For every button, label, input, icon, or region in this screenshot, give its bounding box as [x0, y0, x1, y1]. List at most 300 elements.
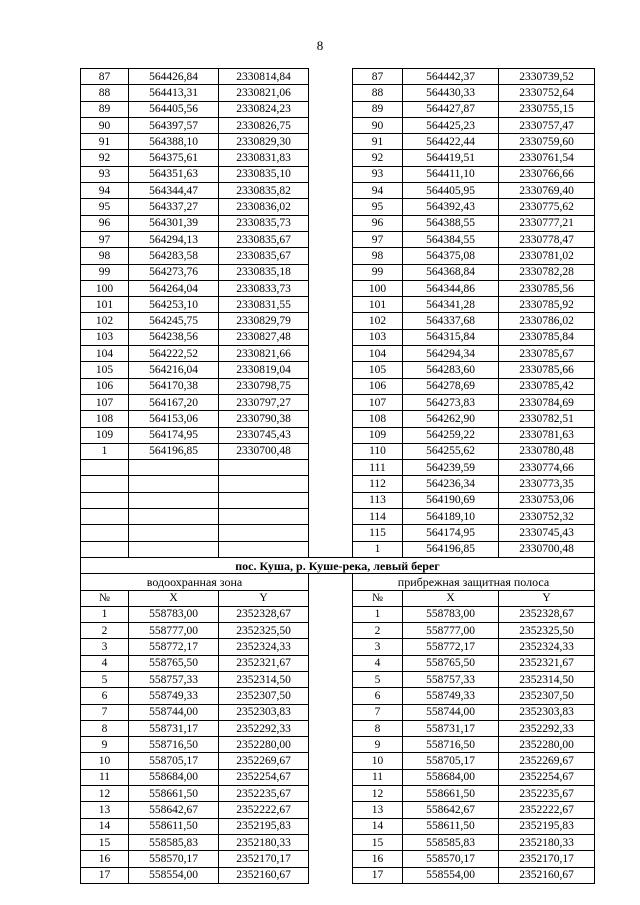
cell-left-y: 2352292,33 — [219, 720, 309, 736]
cell-left-number: 7 — [81, 704, 129, 720]
cell-left-x: 564375,61 — [129, 150, 219, 166]
cell-left-x: 564294,13 — [129, 231, 219, 247]
table-row — [81, 720, 595, 736]
cell-right-number: 105 — [353, 362, 403, 378]
table-row — [81, 69, 595, 85]
cell-right-y: 2352222,67 — [499, 802, 595, 818]
cell-left-x: 558570,17 — [129, 851, 219, 867]
header-x-left: X — [129, 590, 219, 606]
cell-right-x: 564368,84 — [403, 264, 499, 280]
column-gap — [309, 346, 353, 362]
cell-left-y: 2352269,67 — [219, 753, 309, 769]
cell-left-y: 2330829,30 — [219, 134, 309, 150]
cell-right-x: 564283,60 — [403, 362, 499, 378]
cell-left-y: 2352328,67 — [219, 606, 309, 622]
cell-right-y: 2330781,63 — [499, 427, 595, 443]
cell-left-x: 564174,95 — [129, 427, 219, 443]
table-row — [81, 639, 595, 655]
cell-right-y: 2352195,83 — [499, 818, 595, 834]
cell-right-number: 10 — [353, 753, 403, 769]
cell-right-x: 558661,50 — [403, 786, 499, 802]
cell-right-number: 108 — [353, 411, 403, 427]
column-gap — [309, 215, 353, 231]
cell-right-number: 15 — [353, 834, 403, 850]
cell-right-number: 114 — [353, 509, 403, 525]
table-row — [81, 688, 595, 704]
cell-left-number: 17 — [81, 867, 129, 883]
table-row — [81, 427, 595, 443]
water-protection-zone-label: водоохранная зона — [81, 574, 309, 590]
cell-right-y: 2330785,56 — [499, 280, 595, 296]
cell-left-number: 9 — [81, 737, 129, 753]
cell-left-x: 558744,00 — [129, 704, 219, 720]
cell-right-y: 2330780,48 — [499, 443, 595, 459]
page-number: 8 — [316, 38, 324, 53]
cell-right-x: 558749,33 — [403, 688, 499, 704]
cell-left-y: 2352195,83 — [219, 818, 309, 834]
cell-right-x: 558744,00 — [403, 704, 499, 720]
cell-left-y: 2330827,48 — [219, 329, 309, 345]
cell-left-number: 98 — [81, 248, 129, 264]
cell-left-number: 2 — [81, 623, 129, 639]
table-row — [81, 280, 595, 296]
cell-left-number — [81, 525, 129, 541]
cell-right-y: 2330785,84 — [499, 329, 595, 345]
cell-left-number: 13 — [81, 802, 129, 818]
cell-left-x — [129, 541, 219, 557]
table-row — [81, 541, 595, 557]
cell-left-number: 90 — [81, 117, 129, 133]
cell-left-number: 10 — [81, 753, 129, 769]
cell-left-y: 2330700,48 — [219, 443, 309, 459]
cell-left-x: 564222,52 — [129, 346, 219, 362]
cell-left-x: 564413,31 — [129, 85, 219, 101]
cell-left-x: 564245,75 — [129, 313, 219, 329]
column-gap — [309, 704, 353, 720]
cell-left-y: 2330821,06 — [219, 85, 309, 101]
cell-right-x: 564388,55 — [403, 215, 499, 231]
cell-left-number: 3 — [81, 639, 129, 655]
cell-left-x: 564405,56 — [129, 101, 219, 117]
cell-left-x — [129, 476, 219, 492]
cell-right-number: 95 — [353, 199, 403, 215]
cell-left-number: 101 — [81, 297, 129, 313]
cell-left-number: 95 — [81, 199, 129, 215]
cell-right-x: 558783,00 — [403, 606, 499, 622]
lower-block — [81, 606, 595, 883]
cell-right-y: 2330752,64 — [499, 85, 595, 101]
cell-left-y: 2352307,50 — [219, 688, 309, 704]
cell-right-x: 558705,17 — [403, 753, 499, 769]
cell-right-number: 3 — [353, 639, 403, 655]
cell-left-number: 87 — [81, 69, 129, 85]
table-row — [81, 297, 595, 313]
cell-left-x: 564337,27 — [129, 199, 219, 215]
section-header — [81, 557, 595, 606]
cell-left-y: 2352254,67 — [219, 769, 309, 785]
table-row — [81, 753, 595, 769]
cell-left-number: 107 — [81, 394, 129, 410]
cell-left-x: 564283,58 — [129, 248, 219, 264]
cell-left-number — [81, 492, 129, 508]
cell-right-number: 4 — [353, 655, 403, 671]
cell-right-y: 2352180,33 — [499, 834, 595, 850]
cell-right-x: 564273,83 — [403, 394, 499, 410]
cell-right-y: 2330757,47 — [499, 117, 595, 133]
cell-right-y: 2330781,02 — [499, 248, 595, 264]
cell-right-x: 558570,17 — [403, 851, 499, 867]
column-gap — [309, 248, 353, 264]
header-x-right: X — [403, 590, 499, 606]
cell-right-y: 2330739,52 — [499, 69, 595, 85]
header-number-left: № — [81, 590, 129, 606]
cell-left-y: 2330831,83 — [219, 150, 309, 166]
column-gap — [309, 818, 353, 834]
cell-left-number: 16 — [81, 851, 129, 867]
cell-right-y: 2352160,67 — [499, 867, 595, 883]
cell-right-y: 2352235,67 — [499, 786, 595, 802]
cell-left-y: 2330835,10 — [219, 166, 309, 182]
cell-right-number: 115 — [353, 525, 403, 541]
cell-right-x: 564294,34 — [403, 346, 499, 362]
table-row — [81, 264, 595, 280]
cell-right-y: 2330753,06 — [499, 492, 595, 508]
cell-right-y: 2330778,47 — [499, 231, 595, 247]
cell-right-number: 106 — [353, 378, 403, 394]
cell-right-x: 564427,87 — [403, 101, 499, 117]
table-row — [81, 671, 595, 687]
cell-right-x: 558684,00 — [403, 769, 499, 785]
table-row — [81, 85, 595, 101]
column-gap — [309, 786, 353, 802]
cell-right-number: 14 — [353, 818, 403, 834]
column-gap — [309, 688, 353, 704]
column-gap — [309, 541, 353, 557]
cell-left-number: 8 — [81, 720, 129, 736]
cell-right-x: 564405,95 — [403, 183, 499, 199]
cell-left-y: 2352325,50 — [219, 623, 309, 639]
cell-right-x: 564189,10 — [403, 509, 499, 525]
cell-left-x: 564301,39 — [129, 215, 219, 231]
cell-right-x: 564255,62 — [403, 443, 499, 459]
cell-left-y: 2352235,67 — [219, 786, 309, 802]
cell-left-number: 109 — [81, 427, 129, 443]
table-row — [81, 215, 595, 231]
column-gap — [309, 509, 353, 525]
cell-right-number: 112 — [353, 476, 403, 492]
cell-right-y: 2330700,48 — [499, 541, 595, 557]
cell-left-x — [129, 509, 219, 525]
column-gap — [309, 737, 353, 753]
column-gap — [309, 427, 353, 443]
column-gap — [309, 362, 353, 378]
column-gap — [309, 280, 353, 296]
cell-left-number: 88 — [81, 85, 129, 101]
upper-block — [81, 69, 595, 558]
column-gap — [309, 606, 353, 622]
cell-left-number — [81, 460, 129, 476]
cell-left-x: 558757,33 — [129, 671, 219, 687]
cell-right-number: 2 — [353, 623, 403, 639]
table-row — [81, 394, 595, 410]
cell-left-x: 558611,50 — [129, 818, 219, 834]
cell-left-x: 558716,50 — [129, 737, 219, 753]
cell-left-number — [81, 509, 129, 525]
cell-left-y: 2352180,33 — [219, 834, 309, 850]
cell-right-y: 2352254,67 — [499, 769, 595, 785]
column-gap — [309, 443, 353, 459]
table-row — [81, 166, 595, 182]
cell-right-y: 2352307,50 — [499, 688, 595, 704]
cell-right-number: 17 — [353, 867, 403, 883]
cell-right-y: 2352303,83 — [499, 704, 595, 720]
cell-left-number: 14 — [81, 818, 129, 834]
cell-right-y: 2330759,60 — [499, 134, 595, 150]
cell-right-number: 98 — [353, 248, 403, 264]
cell-right-number: 96 — [353, 215, 403, 231]
column-gap — [309, 574, 353, 590]
column-gap — [309, 199, 353, 215]
cell-left-x: 564238,56 — [129, 329, 219, 345]
cell-left-x: 564273,76 — [129, 264, 219, 280]
table-row — [81, 476, 595, 492]
cell-right-x: 564190,69 — [403, 492, 499, 508]
cell-right-x: 558757,33 — [403, 671, 499, 687]
cell-left-number: 6 — [81, 688, 129, 704]
cell-left-y: 2352222,67 — [219, 802, 309, 818]
cell-right-number: 13 — [353, 802, 403, 818]
cell-left-y — [219, 525, 309, 541]
cell-right-number: 104 — [353, 346, 403, 362]
cell-right-y: 2330774,66 — [499, 460, 595, 476]
column-gap — [309, 867, 353, 883]
cell-right-y: 2330745,43 — [499, 525, 595, 541]
cell-right-x: 564430,33 — [403, 85, 499, 101]
cell-right-number: 110 — [353, 443, 403, 459]
cell-left-x: 564253,10 — [129, 297, 219, 313]
table-row — [81, 786, 595, 802]
table-row — [81, 346, 595, 362]
cell-right-x: 564174,95 — [403, 525, 499, 541]
cell-right-number: 93 — [353, 166, 403, 182]
cell-right-number: 97 — [353, 231, 403, 247]
column-gap — [309, 720, 353, 736]
table-row — [81, 769, 595, 785]
cell-right-y: 2352292,33 — [499, 720, 595, 736]
cell-left-y: 2352303,83 — [219, 704, 309, 720]
cell-right-number: 99 — [353, 264, 403, 280]
cell-left-y: 2330821,66 — [219, 346, 309, 362]
cell-right-x: 558611,50 — [403, 818, 499, 834]
cell-right-number: 6 — [353, 688, 403, 704]
cell-right-number: 90 — [353, 117, 403, 133]
cell-left-number: 89 — [81, 101, 129, 117]
cell-right-number: 89 — [353, 101, 403, 117]
cell-left-x — [129, 525, 219, 541]
cell-left-y: 2330814,84 — [219, 69, 309, 85]
cell-left-x: 564196,85 — [129, 443, 219, 459]
cell-right-x: 558554,00 — [403, 867, 499, 883]
cell-left-x: 564344,47 — [129, 183, 219, 199]
cell-right-number: 111 — [353, 460, 403, 476]
cell-left-y: 2352321,67 — [219, 655, 309, 671]
column-gap — [309, 769, 353, 785]
column-gap — [309, 671, 353, 687]
table-row — [81, 460, 595, 476]
cell-right-y: 2330785,42 — [499, 378, 595, 394]
cell-left-y — [219, 460, 309, 476]
cell-right-x: 558777,00 — [403, 623, 499, 639]
column-gap — [309, 411, 353, 427]
cell-left-number: 102 — [81, 313, 129, 329]
cell-left-x: 564216,04 — [129, 362, 219, 378]
cell-right-x: 564375,08 — [403, 248, 499, 264]
table-row — [81, 851, 595, 867]
cell-right-x: 558731,17 — [403, 720, 499, 736]
cell-left-number: 5 — [81, 671, 129, 687]
cell-left-x: 564167,20 — [129, 394, 219, 410]
cell-right-number: 1 — [353, 606, 403, 622]
cell-right-x: 558585,83 — [403, 834, 499, 850]
cell-right-number: 1 — [353, 541, 403, 557]
cell-right-x: 564344,86 — [403, 280, 499, 296]
cell-left-x: 564351,63 — [129, 166, 219, 182]
cell-left-y: 2330835,82 — [219, 183, 309, 199]
cell-left-number: 108 — [81, 411, 129, 427]
column-gap — [309, 329, 353, 345]
column-gap — [309, 394, 353, 410]
cell-left-x: 564388,10 — [129, 134, 219, 150]
table-row — [81, 378, 595, 394]
column-gap — [309, 85, 353, 101]
column-gap — [309, 166, 353, 182]
cell-left-x: 564170,38 — [129, 378, 219, 394]
cell-right-number: 100 — [353, 280, 403, 296]
cell-right-y: 2330769,40 — [499, 183, 595, 199]
table-row — [81, 606, 595, 622]
cell-right-y: 2352324,33 — [499, 639, 595, 655]
cell-right-number: 11 — [353, 769, 403, 785]
cell-left-x: 564397,57 — [129, 117, 219, 133]
cell-left-y: 2330798,75 — [219, 378, 309, 394]
cell-right-y: 2330782,51 — [499, 411, 595, 427]
cell-right-x: 564239,59 — [403, 460, 499, 476]
cell-right-y: 2330785,66 — [499, 362, 595, 378]
cell-right-x: 564259,22 — [403, 427, 499, 443]
column-gap — [309, 313, 353, 329]
cell-right-number: 9 — [353, 737, 403, 753]
cell-right-y: 2352321,67 — [499, 655, 595, 671]
cell-left-y: 2330790,38 — [219, 411, 309, 427]
cell-left-x: 558731,17 — [129, 720, 219, 736]
column-gap — [309, 476, 353, 492]
cell-left-y: 2330836,02 — [219, 199, 309, 215]
cell-left-number: 93 — [81, 166, 129, 182]
cell-right-number: 7 — [353, 704, 403, 720]
cell-right-y: 2330786,02 — [499, 313, 595, 329]
cell-right-y: 2330777,21 — [499, 215, 595, 231]
cell-left-y: 2330835,18 — [219, 264, 309, 280]
cell-right-y: 2330785,92 — [499, 297, 595, 313]
table-row — [81, 737, 595, 753]
table-row — [81, 867, 595, 883]
cell-left-x: 558684,00 — [129, 769, 219, 785]
cell-left-y: 2330833,73 — [219, 280, 309, 296]
cell-right-number: 113 — [353, 492, 403, 508]
cell-left-y: 2330819,04 — [219, 362, 309, 378]
cell-right-number: 103 — [353, 329, 403, 345]
column-gap — [309, 150, 353, 166]
cell-right-x: 564262,90 — [403, 411, 499, 427]
column-gap — [309, 655, 353, 671]
cell-right-number: 88 — [353, 85, 403, 101]
cell-left-x: 558585,83 — [129, 834, 219, 850]
cell-left-number: 96 — [81, 215, 129, 231]
cell-right-x: 564337,68 — [403, 313, 499, 329]
cell-right-y: 2352314,50 — [499, 671, 595, 687]
coastal-protective-strip-label: прибрежная защитная полоса — [353, 574, 595, 590]
column-gap — [309, 117, 353, 133]
cell-left-x: 558777,00 — [129, 623, 219, 639]
table-row — [81, 834, 595, 850]
table-row — [81, 248, 595, 264]
table-row — [81, 134, 595, 150]
cell-right-x: 564422,44 — [403, 134, 499, 150]
table-row — [81, 150, 595, 166]
cell-right-x: 558765,50 — [403, 655, 499, 671]
cell-left-number: 99 — [81, 264, 129, 280]
cell-left-x: 558554,00 — [129, 867, 219, 883]
cell-right-number: 5 — [353, 671, 403, 687]
column-gap — [309, 231, 353, 247]
column-gap — [309, 297, 353, 313]
cell-left-number: 12 — [81, 786, 129, 802]
cell-right-number: 87 — [353, 69, 403, 85]
table-row — [81, 525, 595, 541]
cell-right-y: 2330766,66 — [499, 166, 595, 182]
cell-left-number: 92 — [81, 150, 129, 166]
column-gap — [309, 134, 353, 150]
cell-right-y: 2352170,17 — [499, 851, 595, 867]
cell-right-x: 564442,37 — [403, 69, 499, 85]
cell-right-number: 92 — [353, 150, 403, 166]
table-row — [81, 704, 595, 720]
column-gap — [309, 69, 353, 85]
cell-right-x: 558642,67 — [403, 802, 499, 818]
cell-left-y — [219, 492, 309, 508]
cell-left-y: 2352160,67 — [219, 867, 309, 883]
cell-left-x: 558749,33 — [129, 688, 219, 704]
table-row — [81, 509, 595, 525]
cell-right-x: 564236,34 — [403, 476, 499, 492]
column-gap — [309, 378, 353, 394]
cell-left-x: 558642,67 — [129, 802, 219, 818]
cell-left-x: 558765,50 — [129, 655, 219, 671]
column-gap — [309, 639, 353, 655]
column-gap — [309, 460, 353, 476]
cell-right-y: 2330785,67 — [499, 346, 595, 362]
cell-right-y: 2352328,67 — [499, 606, 595, 622]
cell-left-y: 2352170,17 — [219, 851, 309, 867]
column-gap — [309, 834, 353, 850]
cell-left-number: 1 — [81, 606, 129, 622]
table-row — [81, 329, 595, 345]
cell-right-y: 2330755,15 — [499, 101, 595, 117]
cell-right-y: 2330782,28 — [499, 264, 595, 280]
table-row — [81, 199, 595, 215]
cell-left-number: 100 — [81, 280, 129, 296]
header-number-right: № — [353, 590, 403, 606]
